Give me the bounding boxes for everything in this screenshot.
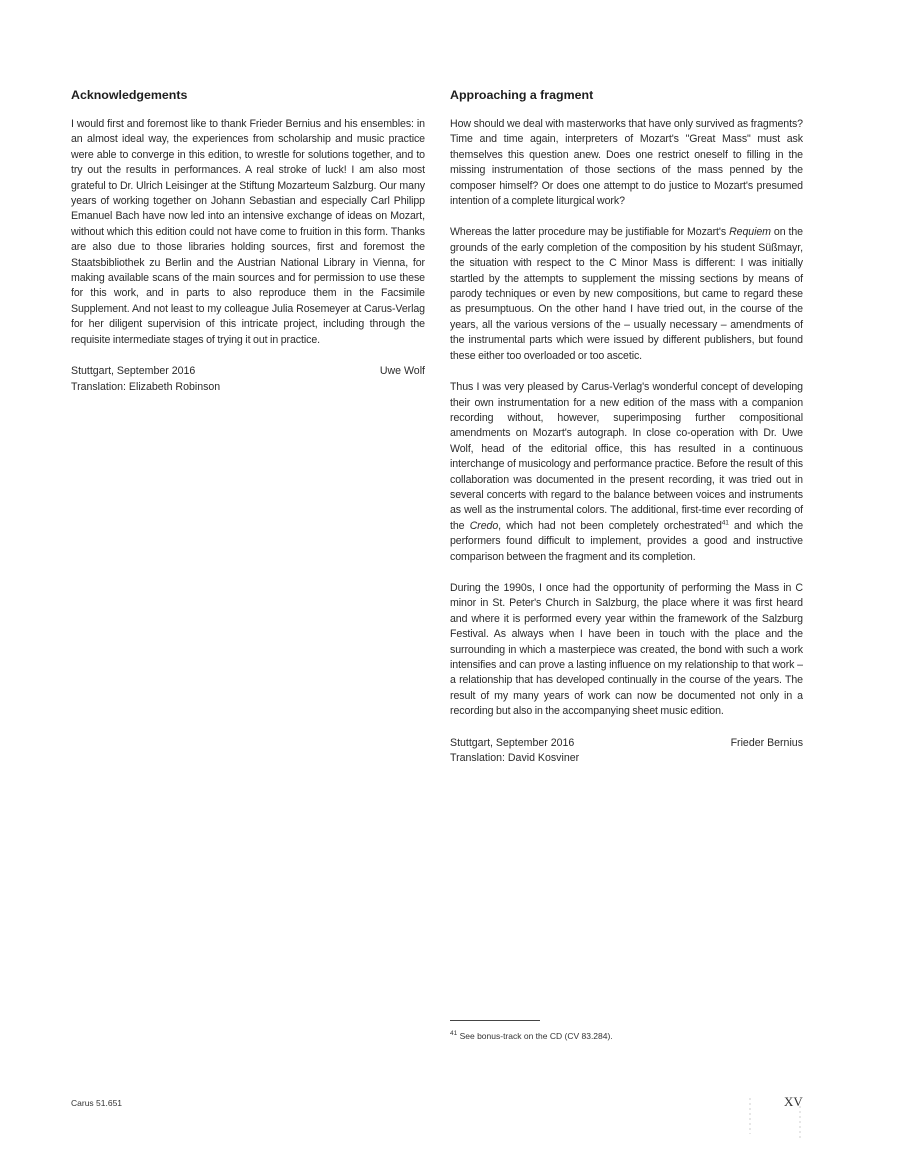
footnote-text: See bonus-track on the CD (CV 83.284). — [457, 1031, 613, 1041]
p3-text-start: Thus I was very pleased by Carus-Verlag's wonderful concept of developing their own instrumentation for a new edition of the mass with a companion recording without, however, superimposing further compositional amendments on Mozart's autograph. In close co-operation with Dr. Uwe Wolf, head of the editorial office, this has resulted in a continuous interchange of musicology and performance practice. Before the result of this collaboration was documented in the present recording, it was tried out in several concerts with regard to the balance between voices and instruments as well as the instrumental colors. The additional, first-time ever recording of the — [450, 381, 803, 532]
fragment-place-date: Stuttgart, September 2016 — [450, 736, 575, 749]
acknowledgements-author: Uwe Wolf — [379, 365, 425, 378]
approaching-fragment-column — [450, 86, 803, 766]
footnote-reference: 41 — [721, 519, 729, 527]
footnote-marker: 41 — [450, 1030, 458, 1038]
fragment-paragraph-1: How should we deal with masterworks that have only survived as fragments? Time and time again, interpreters of Mozart's "Great Mass" must ask themselves this question anew. Does one restrict oneself to filling in the missing instrumentation of those sections of the mass penned by the composer himself? Or does one attempt to do justice to Mozart's presumed intention of a complete liturgical work? — [450, 118, 803, 208]
p3-text-middle: , which had not been completely orchestrated — [498, 519, 722, 532]
catalog-number: Carus 51.651 — [71, 1098, 123, 1108]
approaching-fragment-heading: Approaching a fragment — [450, 88, 594, 102]
p3-text-end: and which the performers found difficult to implement, provides a good and instructive comparison between the fragment and its completion. — [450, 519, 804, 563]
acknowledgements-paragraph: I would first and foremost like to thank Frieder Bernius and his ensembles: in an almost ideal way, the experiences from scholarship and music practice were able to converge in this edition, to wrestle for solutions together, and to try out the results in performances. A real stroke of luck! I am also most grateful to Dr. Ulrich Leisinger at the Stiftung Mozarteum Salzburg. Our many years of working together on Johann Sebastian and especially Carl Philipp Emanuel Bach have now led into an intensive exchange of ideas on Mozart, without which this edition could not have come to fruition in this form. Thanks are also due to those libraries holding sources, first and foremost the Staatsbibliothek zu Berlin and the Austrian National Library in Vienna, for making available scans of the main sources and for permission to use these for this work, and in parts to also reproduce them in the Facsimile Supplement. And not least to my colleague Julia Rosemeyer at Carus-Verlag for her diligent supervision of this intricate project, including through the requisite intermediate stages of trying it out in practice. — [71, 118, 425, 346]
acknowledgements-column — [71, 86, 425, 395]
acknowledgements-place-date: Stuttgart, September 2016 — [71, 365, 196, 378]
footnote — [450, 1030, 613, 1042]
p2-text-end: on the grounds of the early completion of the composition by his student Süßmayr, the situation with respect to the C Minor Mass is different: I was initially startled by the attempts to supplement the missing sections by means of parody techniques or even by new compositions, but came to regard these as presumptuous. On the other hand I have tried out, in the course of the years, all the various versions of the – usually necessary – amendments of the instrumental parts which were issued by different publishers, but found these either too overloaded or too ascetic. — [450, 226, 803, 362]
fragment-paragraph-2 — [450, 225, 803, 364]
fragment-translation: Translation: David Kosviner — [450, 752, 580, 765]
requiem-title: Requiem — [729, 226, 771, 239]
fragment-paragraph-4: During the 1990s, I once had the opportunity of performing the Mass in C minor in St. Peter's Church in Salzburg, the place where it was first heard and where it is performed every year within the framework of the Salzburg Festival. As always when I have been in touch with the place and the surrounding in which a masterpiece was created, the bond with such a work intensifies and can prove a lasting influence on my relationship to that work – a relationship that has developed continually in the course of the years. The result of my many years of work can now be documented not only in a recording but also in the accompanying sheet music edition. — [450, 581, 803, 718]
credo-title: Credo — [469, 519, 499, 532]
fragment-paragraph-3 — [450, 380, 803, 565]
footnote-divider — [450, 1020, 540, 1021]
p2-text-start: Whereas the latter procedure may be justifiable for Mozart's — [450, 226, 730, 239]
fragment-author: Frieder Bernius — [730, 736, 803, 749]
page-number: XV — [784, 1094, 803, 1109]
acknowledgements-heading: Acknowledgements — [71, 88, 188, 102]
fragment-signature — [450, 736, 803, 767]
acknowledgements-translation: Translation: Elizabeth Robinson — [71, 380, 221, 393]
acknowledgements-signature — [71, 364, 425, 395]
